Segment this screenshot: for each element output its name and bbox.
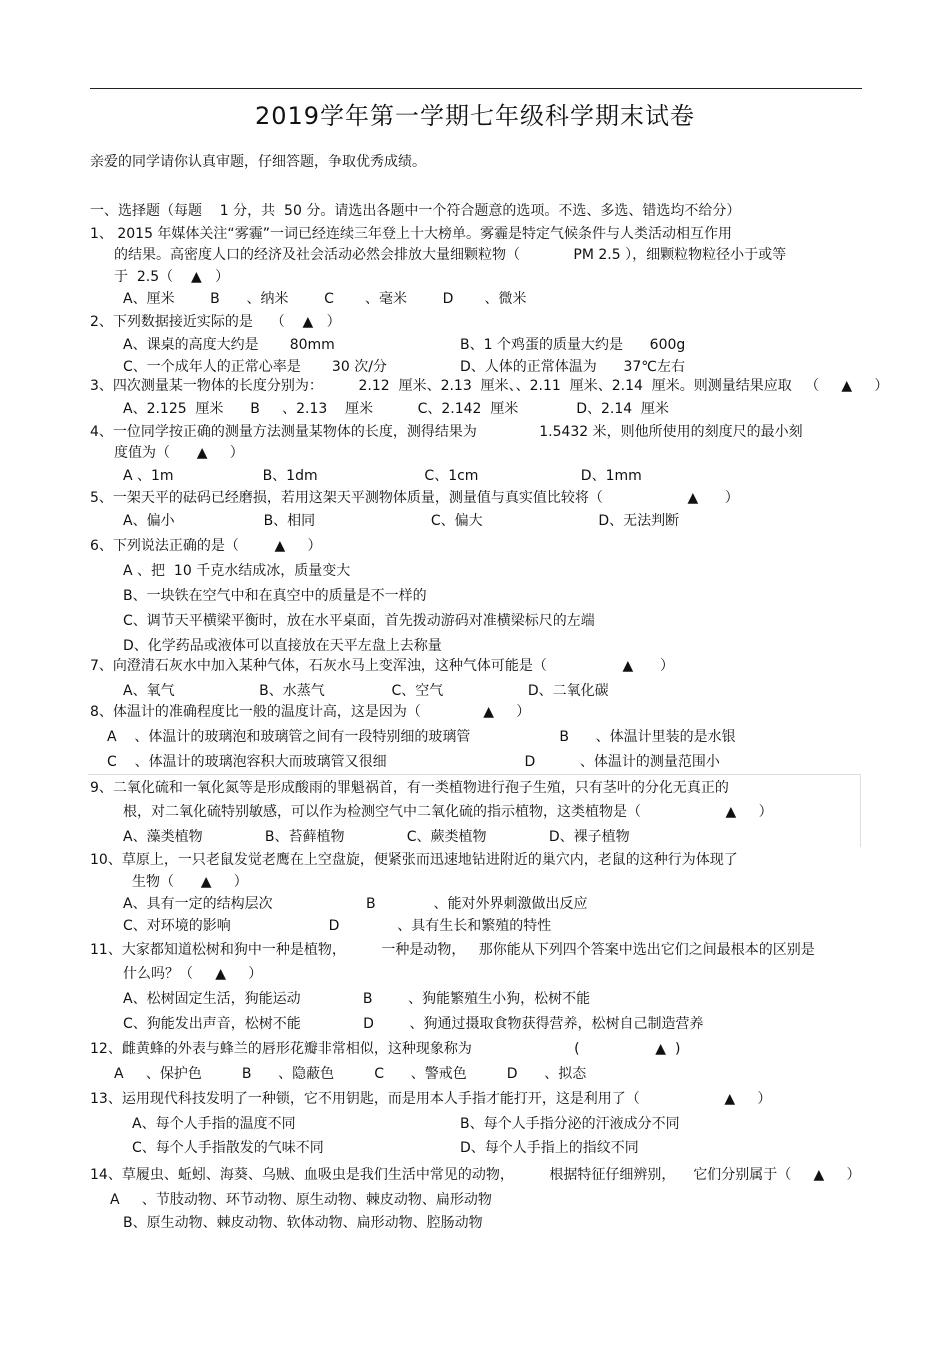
q13-option-d: D、每个人手指上的指纹不同	[460, 1140, 639, 1156]
q6-option-c: C、调节天平横梁平衡时，放在水平桌面，首先拨动游码对准横梁标尺的左端	[123, 613, 595, 629]
q14-option-a: A 、节肢动物、环节动物、原生动物、棘皮动物、扁形动物	[110, 1192, 492, 1208]
q2-option-b: B、1 个鸡蛋的质量大约是 600g	[460, 337, 686, 353]
q12-options: A 、保护色 B 、隐蔽色 C 、警戒色 D 、拟态	[114, 1066, 587, 1082]
q4-line1: 4、一位同学按正确的测量方法测量某物体的长度，测得结果为 1.5432 米，则他所使用的刻度尺的最小刻	[90, 424, 803, 440]
q7-stem: 7、向澄清石灰水中加入某种气体，石灰水马上变浑浊，这种气体可能是（ ▲ ）	[90, 658, 675, 674]
q4-line2: 度值为（ ▲ ）	[114, 445, 244, 461]
q12-stem: 12、雌黄蜂的外表与蜂兰的唇形花瓣非常相似，这种现象称为 ( ▲ )	[90, 1041, 681, 1057]
q5-options: A、偏小 B、相同 C、偏大 D、无法判断	[123, 513, 680, 529]
q6-option-d: D、化学药品或液体可以直接放在天平左盘上去称量	[123, 638, 442, 654]
q5-stem: 5、一架天平的砝码已经磨损，若用这架天平测物体质量，测量值与真实值比较将（ ▲ ）	[90, 490, 739, 506]
q6-stem: 6、下列说法正确的是（ ▲ ）	[90, 538, 322, 554]
page-title: 2019学年第一学期七年级科学期末试卷	[254, 102, 696, 130]
top-rule	[90, 88, 862, 89]
intro-text: 亲爱的同学请你认真审题，仔细答题，争取优秀成绩。	[90, 154, 426, 170]
q10-options-cd: C、对环境的影响 D 、具有生长和繁殖的特性	[123, 918, 552, 934]
q3-options: A、2.125 厘米 B 、2.13 厘米 C、2.142 厘米 D、2.14 厘米	[123, 401, 670, 417]
q1-line2: 的结果。高密度人口的经济及社会活动必然会排放大量细颗粒物（ PM 2.5 ），细颗粒物粒径小于或等	[114, 247, 787, 263]
section-header: 一、选择题（每题 1 分，共 50 分。请选出各题中一个符合题意的选项。不选、多选、错选均不给分）	[90, 203, 741, 219]
q1-line1: 1、 2015 年媒体关注“雾霾”一词已经连续三年登上十大榜单。雾霾是特定气候条件与人类活动相互作用	[90, 226, 732, 242]
q11-line1: 11、大家都知道松树和狗中一种是植物， 一种是动物， 那你能从下列四个答案中选出它们之间最根本的区别是	[90, 942, 815, 958]
q6-option-a: A 、把 10 千克水结成冰，质量变大	[123, 563, 351, 579]
q10-options-ab: A、具有一定的结构层次 B 、能对外界刺激做出反应	[123, 896, 588, 912]
q9-line2: 根，对二氧化硫特别敏感，可以作为检测空气中二氧化硫的指示植物，这类植物是（ ▲ ）	[123, 804, 773, 820]
q11-options-cd: C、狗能发出声音，松树不能 D 、狗通过摄取食物获得营养，松树自己制造营养	[123, 1016, 704, 1032]
q1-options: A、厘米 B 、纳米 C 、毫米 D 、微米	[123, 291, 527, 307]
q1-line3: 于 2.5（ ▲ ）	[114, 269, 230, 285]
q2-stem: 2、下列数据接近实际的是 （ ▲ ）	[90, 314, 341, 330]
q8-options-ab: A 、体温计的玻璃泡和玻璃管之间有一段特别细的玻璃管 B 、体温计里装的是水银	[107, 729, 736, 745]
q2-option-c: C、一个成年人的正常心率是 30 次/分	[123, 359, 387, 375]
q13-option-b: B、每个人手指分泌的汗液成分不同	[460, 1116, 680, 1132]
q14-stem: 14、草履虫、蚯蚓、海葵、乌贼、血吸虫是我们生活中常见的动物， 根据特征仔细辨别， 它们分别属于（ ▲ ）	[90, 1167, 861, 1183]
q9-line1: 9、二氧化硫和一氧化氮等是形成酸雨的罪魁祸首，有一类植物进行孢子生殖，只有茎叶的分化无真正的	[90, 780, 729, 796]
q14-option-b: B、原生动物、棘皮动物、软体动物、扁形动物、腔肠动物	[123, 1215, 483, 1231]
q2-option-a: A、课桌的高度大约是 80mm	[123, 337, 335, 353]
q8-options-cd: C 、体温计的玻璃泡容积大而玻璃管又很细 D 、体温计的测量范围小	[107, 754, 720, 770]
q13-option-c: C、每个人手指散发的气味不同	[132, 1140, 324, 1156]
q13-stem: 13、运用现代科技发明了一种锁，它不用钥匙，而是用本人手指才能打开，这是利用了（ ▲ ）	[90, 1091, 772, 1107]
q8-stem: 8、体温计的准确程度比一般的温度计高，这是因为（ ▲ ）	[90, 704, 531, 720]
q7-options: A、氧气 B、水蒸气 C、空气 D、二氧化碳	[123, 683, 609, 699]
q10-line2: 生物（ ▲ ）	[132, 874, 248, 890]
q13-option-a: A、每个人手指的温度不同	[132, 1116, 296, 1132]
q11-line2: 什么吗？（ ▲ ）	[123, 966, 263, 982]
q11-options-ab: A、松树固定生活，狗能运动 B 、狗能繁殖生小狗，松树不能	[123, 991, 591, 1007]
q2-option-d: D、人体的正常体温为 37℃左右	[460, 359, 686, 375]
q6-option-b: B、一块铁在空气中和在真空中的质量是不一样的	[123, 588, 427, 604]
q4-options: A 、1m B、1dm C、1cm D、1mm	[123, 468, 642, 484]
q3-stem: 3、四次测量某一物体的长度分别为： 2.12 厘米、2.13 厘米、、2.11 厘米、2.14 厘米。则测量结果应取 （ ▲ ）	[90, 378, 889, 394]
q9-options: A、藻类植物 B、苔藓植物 C、蕨类植物 D、裸子植物	[123, 829, 630, 845]
q10-line1: 10、草原上，一只老鼠发觉老鹰在上空盘旋，便紧张而迅速地钻进附近的巢穴内，老鼠的这种行为体现了	[90, 852, 738, 868]
